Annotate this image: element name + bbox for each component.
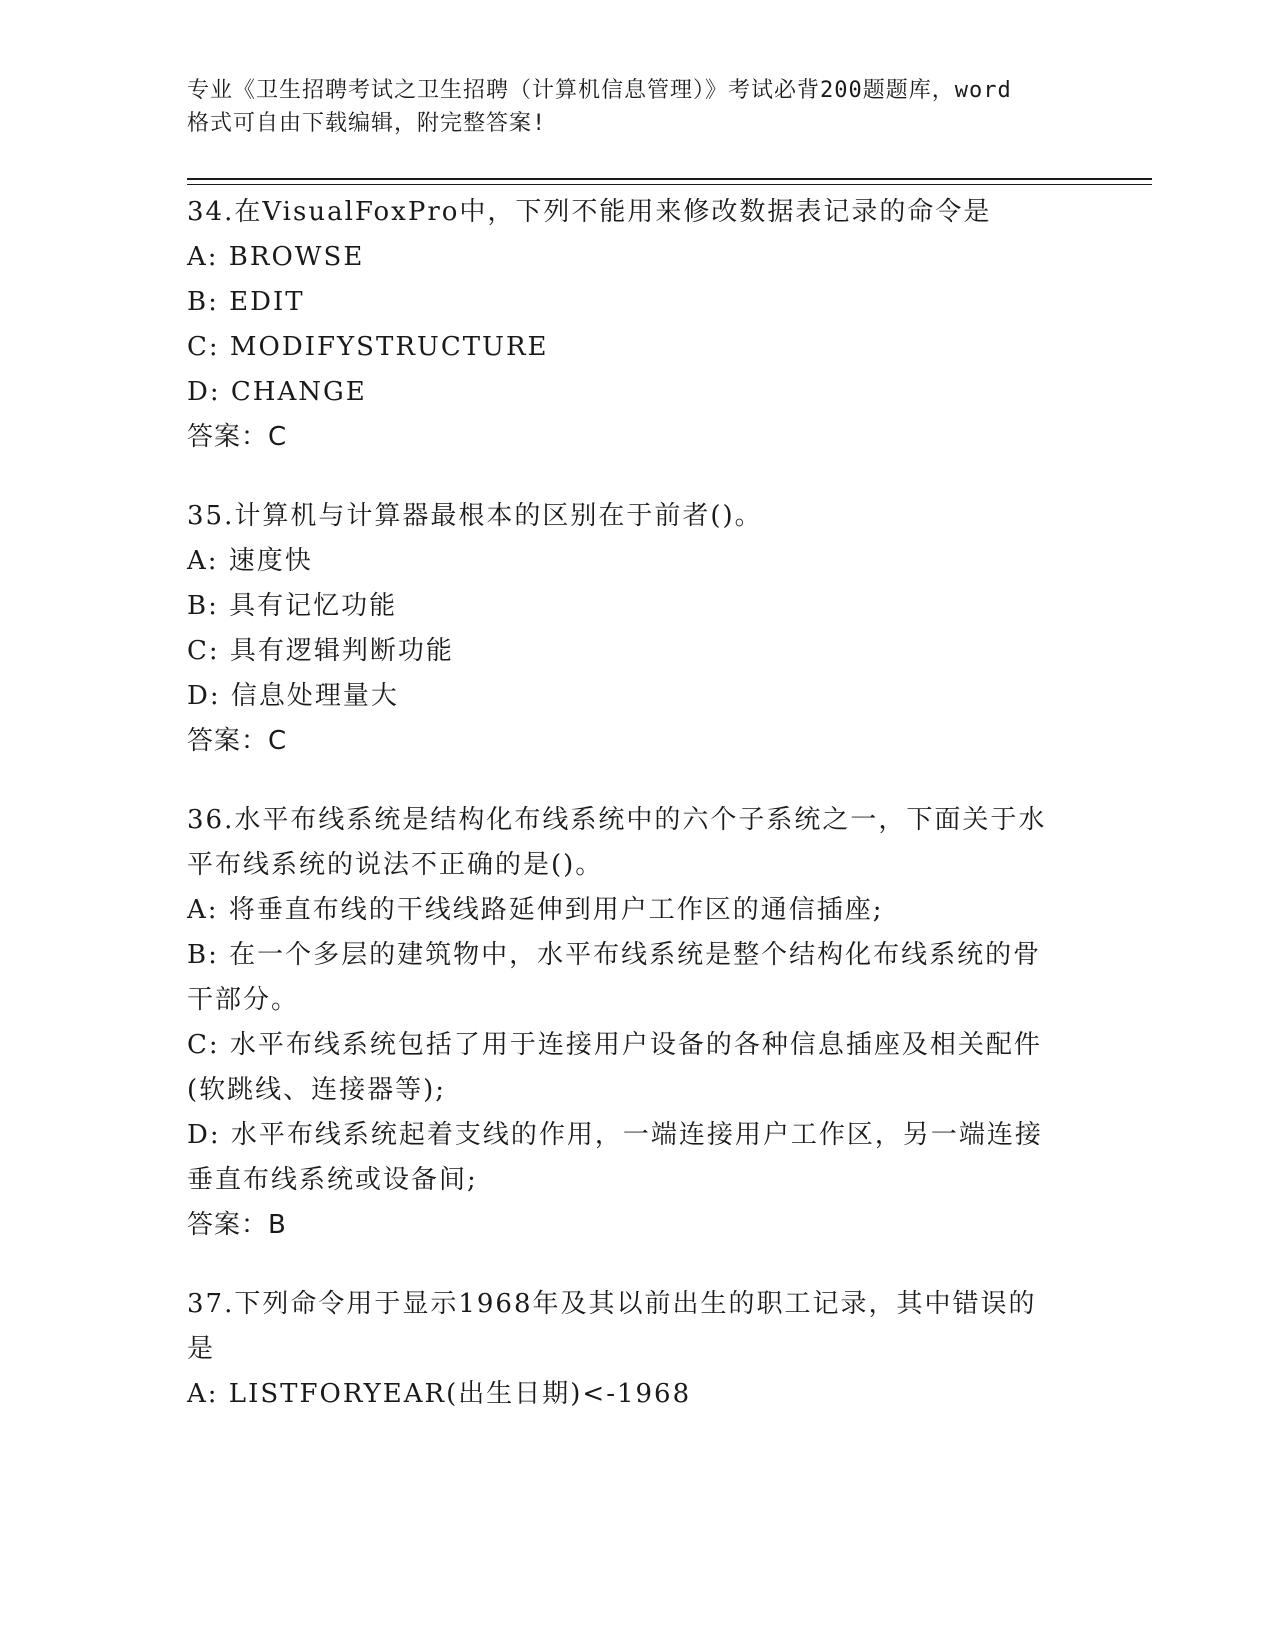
answer-line: 答案：C — [187, 422, 288, 452]
header-rule-thick — [187, 178, 1152, 180]
option-line: (软跳线、连接器等); — [187, 1075, 447, 1105]
question-stem-line: 36.水平布线系统是结构化布线系统中的六个子系统之一，下面关于水 — [187, 805, 1047, 835]
option-line: D: 水平布线系统起着支线的作用，一端连接用户工作区，另一端连接 — [187, 1120, 1043, 1150]
question-block — [187, 494, 1077, 764]
option-line: D: 信息处理量大 — [187, 681, 399, 711]
question-block — [187, 190, 1077, 460]
option-line: C: 水平布线系统包括了用于连接用户设备的各种信息插座及相关配件 — [187, 1030, 1042, 1060]
option-line: A: 速度快 — [187, 546, 313, 576]
answer-line: 答案：B — [187, 1210, 287, 1240]
option-line: A: 将垂直布线的干线线路延伸到用户工作区的通信插座; — [187, 895, 884, 925]
option-line: D: CHANGE — [187, 377, 367, 407]
question-stem-line: 35.计算机与计算器最根本的区别在于前者()。 — [187, 501, 763, 531]
option-line: B: EDIT — [187, 287, 305, 317]
option-line: C: MODIFYSTRUCTURE — [187, 332, 549, 362]
question-stem-line: 37.下列命令用于显示1968年及其以前出生的职工记录，其中错误的 — [187, 1289, 1037, 1319]
option-line: B: 在一个多层的建筑物中，水平布线系统是整个结构化布线系统的骨 — [187, 940, 1042, 970]
question-block — [187, 1282, 1077, 1417]
header-rule-thin — [187, 184, 1152, 185]
document-header — [187, 74, 1087, 140]
option-line: 干部分。 — [187, 985, 300, 1015]
question-stem-line: 平布线系统的说法不正确的是()。 — [187, 850, 604, 880]
question-block — [187, 798, 1077, 1248]
option-line: A: LISTFORYEAR(出生日期)<-1968 — [187, 1379, 692, 1409]
option-line: C: 具有逻辑判断功能 — [187, 636, 454, 666]
question-stem-line: 34.在VisualFoxPro中，下列不能用来修改数据表记录的命令是 — [187, 197, 992, 227]
question-stem-line: 是 — [187, 1334, 216, 1364]
header-line-2: 格式可自由下载编辑，附完整答案! — [187, 111, 547, 136]
answer-line: 答案：C — [187, 726, 288, 756]
option-line: B: 具有记忆功能 — [187, 591, 398, 621]
option-line: A: BROWSE — [187, 242, 365, 272]
question-list — [187, 190, 1077, 1451]
header-line-1: 专业《卫生招聘考试之卫生招聘（计算机信息管理）》考试必背200题题库，word — [187, 78, 1012, 103]
option-line: 垂直布线系统或设备间; — [187, 1165, 478, 1195]
